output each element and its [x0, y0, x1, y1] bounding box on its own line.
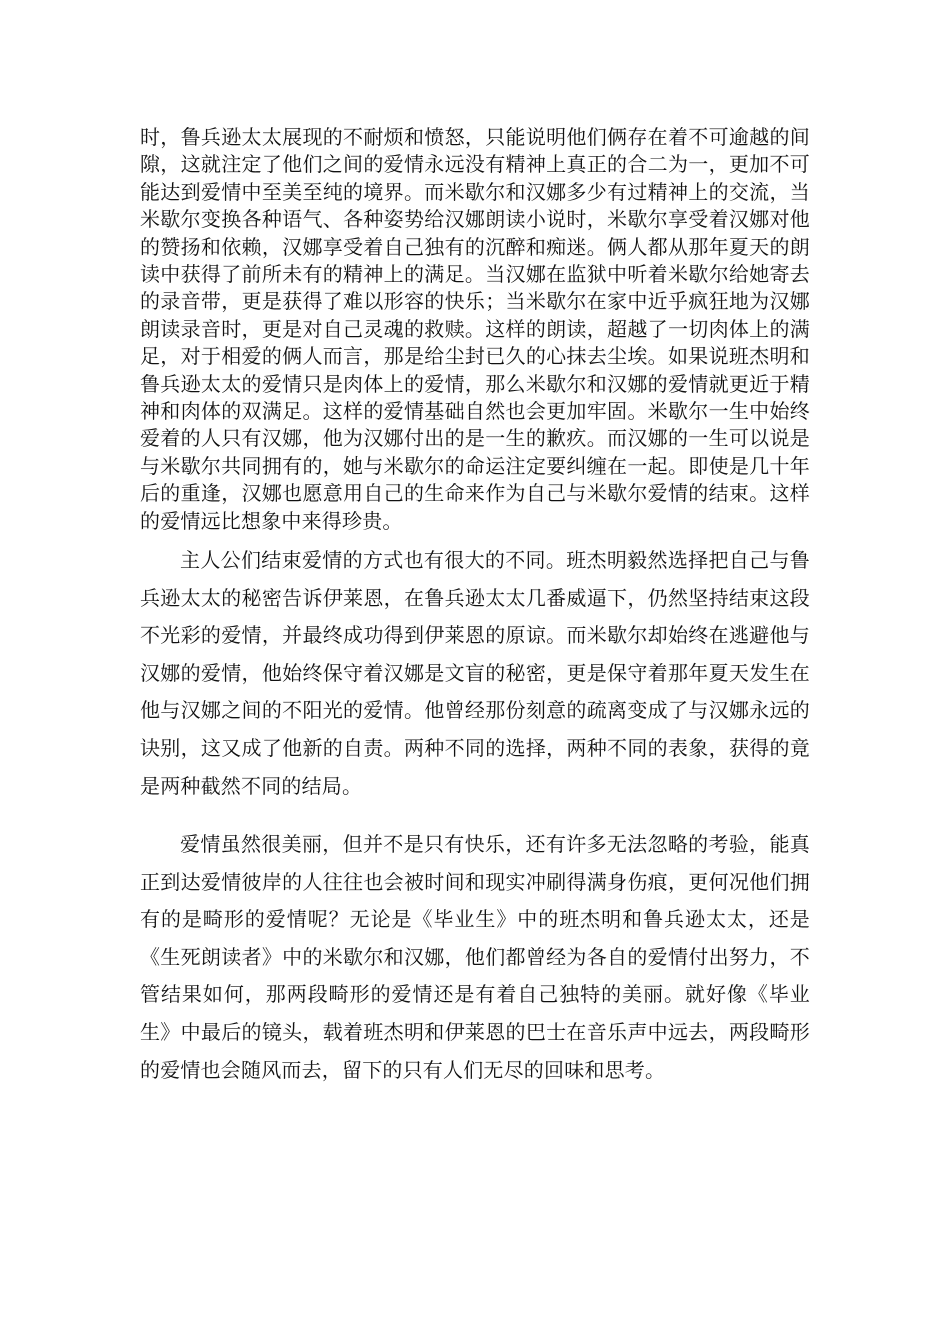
paragraph-3: 爱情虽然很美丽，但并不是只有快乐，还有许多无法忽略的考验，能真正到达爱情彼岸的人往往也会被时间和现实冲刷得满身伤痕，更何况他们拥有的是畸形的爱情呢？无论是《毕业生》中的班杰明和鲁兵逊太太，还是《生死朗读者》中的米歇尔和汉娜，他们都曾经为各自的爱情付出努力，不管结果如何，那两段畸形的爱情还是有着自己独特的美丽。就好像《毕业生》中最后的镜头，载着班杰明和伊莱恩的巴士在音乐声中远去，两段畸形的爱情也会随风而去，留下的只有人们无尽的回味和思考。	[140, 832, 810, 1082]
paragraph-1: 时，鲁兵逊太太展现的不耐烦和愤怒，只能说明他们俩存在着不可逾越的间隙，这就注定了他们之间的爱情永远没有精神上真正的合二为一，更加不可能达到爱情中至美至纯的境界。而米歇尔和汉娜多少有过精神上的交流，当米歇尔变换各种语气、各种姿势给汉娜朗读小说时，米歇尔享受着汉娜对他的赞扬和依赖，汉娜享受着自己独有的沉醉和痴迷。俩人都从那年夏天的朗读中获得了前所未有的精神上的满足。当汉娜在监狱中听着米歇尔给她寄去的录音带，更是获得了难以形容的快乐；当米歇尔在家中近乎疯狂地为汉娜朗读录音时，更是对自己灵魂的救赎。这样的朗读，超越了一切肉体上的满足，对于相爱的俩人而言，那是给尘封已久的心抹去尘埃。如果说班杰明和鲁兵逊太太的爱情只是肉体上的爱情，那么米歇尔和汉娜的爱情就更近于精神和肉体的双满足。这样的爱情基础自然也会更加牢固。米歇尔一生中始终爱着的人只有汉娜，他为汉娜付出的是一生的歉疚。而汉娜的一生可以说是与米歇尔共同拥有的，她与米歇尔的命运注定要纠缠在一起。即使是几十年后的重逢，汉娜也愿意用自己的生命来作为自己与米歇尔爱情的结束。这样的爱情远比想象中来得珍贵。	[140, 125, 810, 533]
paragraph-2: 主人公们结束爱情的方式也有很大的不同。班杰明毅然选择把自己与鲁兵逊太太的秘密告诉伊莱恩，在鲁兵逊太太几番威逼下，仍然坚持结束这段不光彩的爱情，并最终成功得到伊莱恩的原谅。而米歇尔却始终在逃避他与汉娜的爱情，他始终保守着汉娜是文盲的秘密，更是保守着那年夏天发生在他与汉娜之间的不阳光的爱情。他曾经那份刻意的疏离变成了与汉娜永远的诀别，这又成了他新的自责。两种不同的选择，两种不同的表象，获得的竟是两种截然不同的结局。	[140, 548, 810, 798]
